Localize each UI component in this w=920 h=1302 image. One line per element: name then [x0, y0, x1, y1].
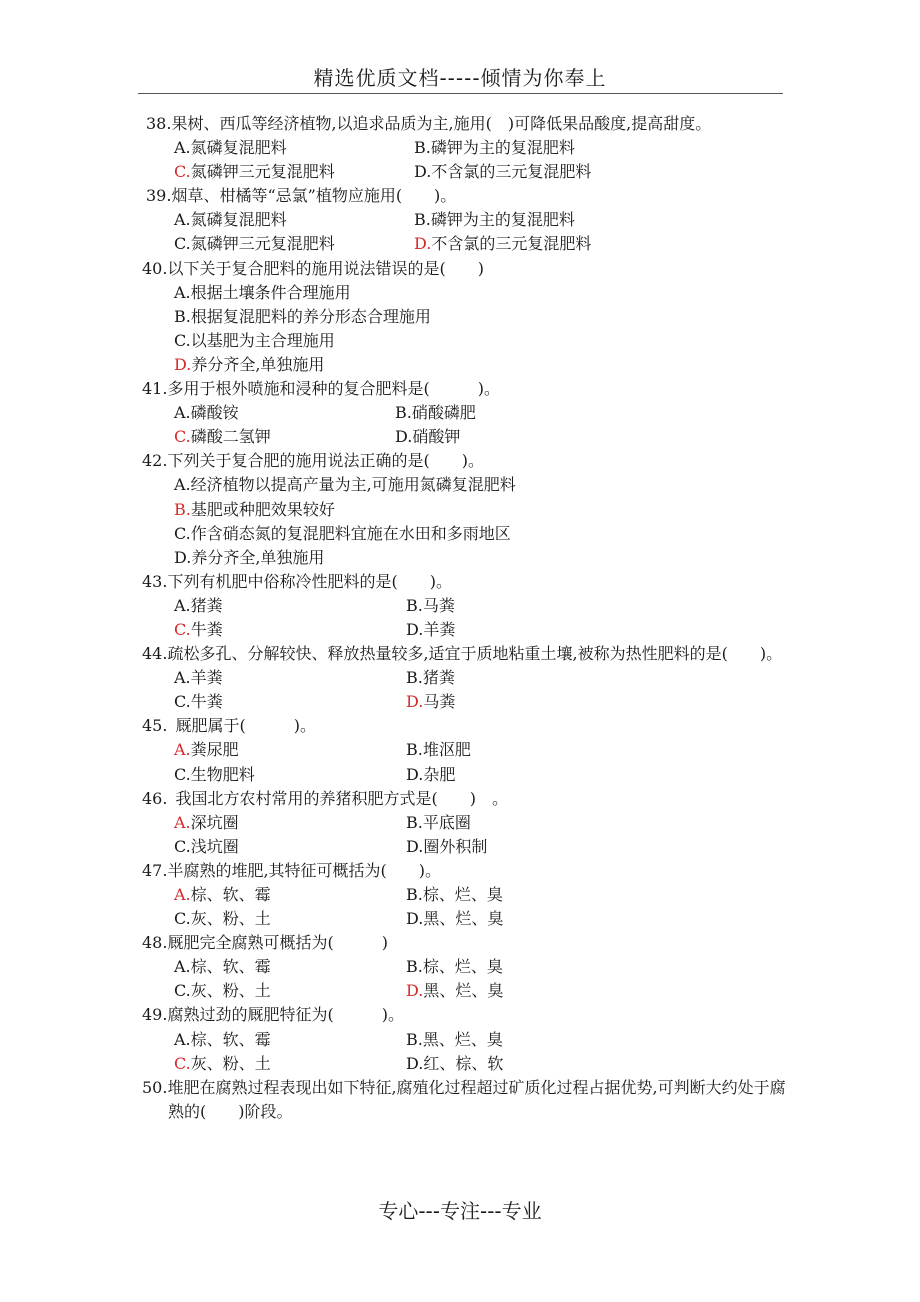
option-c: C.作含硝态氮的复混肥料宜施在水田和多雨地区	[174, 523, 511, 543]
options-row	[142, 979, 792, 1003]
options-row	[142, 594, 792, 618]
option-a: A.经济植物以提高产量为主,可施用氮磷复混肥料	[174, 475, 516, 495]
option-a: A.深坑圈	[174, 812, 239, 832]
options-row	[142, 955, 792, 979]
option-a: A.羊粪	[174, 668, 223, 688]
option-d: D.不含氯的三元复混肥料	[414, 234, 592, 254]
option-c: C.以基肥为主合理施用	[174, 330, 335, 350]
option-c: C.氮磷钾三元复混肥料	[174, 234, 335, 254]
option-b: B.棕、烂、臭	[406, 957, 503, 977]
answer-marker: A.	[174, 885, 191, 904]
answer-marker: C.	[174, 162, 191, 182]
options-row	[142, 738, 792, 762]
option-d: D.马粪	[406, 692, 456, 712]
option-c: C.灰、粉、土	[174, 1053, 271, 1073]
question-38: 38.果树、西瓜等经济植物,以追求品质为主,施用( )可降低果品酸度,提高甜度。	[146, 114, 712, 133]
option-c: C.浅坑圈	[174, 836, 239, 856]
option-c: C.牛粪	[174, 619, 223, 639]
option-a: A.猪粪	[174, 595, 223, 615]
question-44: 44.疏松多孔、分解较快、释放热量较多,适宜于质地粘重土壤,被称为热性肥料的是( )。	[142, 644, 783, 664]
options-row	[142, 883, 792, 907]
answer-marker: B.	[174, 499, 191, 519]
option-c: C.牛粪	[174, 692, 223, 712]
options-row	[142, 811, 792, 835]
answer-marker: A.	[174, 740, 191, 760]
option-b: B.根据复混肥料的养分形态合理施用	[174, 306, 431, 326]
page-header: 精选优质文档-----倾情为你奉上	[313, 66, 607, 90]
option-a: A.棕、软、霉	[174, 1029, 271, 1049]
option-a: A.棕、软、霉	[174, 885, 271, 904]
option-a: A.氮磷复混肥料	[174, 210, 287, 230]
options-row	[142, 763, 792, 787]
options-row	[142, 666, 792, 690]
answer-marker: D.	[406, 692, 424, 712]
options-row	[142, 160, 792, 184]
question-40: 40.以下关于复合肥料的施用说法错误的是( )	[142, 258, 484, 278]
question-49: 49.腐熟过劲的厩肥特征为( )。	[142, 1005, 404, 1025]
option-d: D.养分齐全,单独施用	[174, 547, 325, 567]
option-a: A.氮磷复混肥料	[174, 138, 287, 158]
page-footer: 专心---专注---专业	[378, 1199, 542, 1223]
question-39: 39.烟草、柑橘等“忌氯”植物应施用( )。	[146, 186, 457, 206]
option-a: A.粪尿肥	[174, 740, 239, 760]
option-b: B.磷钾为主的复混肥料	[414, 138, 575, 158]
option-b: B.堆沤肥	[406, 740, 471, 760]
option-b: B.基肥或种肥效果较好	[174, 499, 335, 519]
option-d: D.红、棕、软	[406, 1053, 504, 1073]
question-50: 50.堆肥在腐熟过程表现出如下特征,腐殖化过程超过矿质化过程占据优势,可判断大约处于腐熟的( )阶段。	[142, 1077, 786, 1121]
option-d: D.不含氯的三元复混肥料	[414, 162, 592, 182]
options-row	[142, 835, 792, 859]
option-b: B.黑、烂、臭	[406, 1029, 503, 1049]
options-row	[142, 618, 792, 642]
option-c: C.灰、粉、土	[174, 909, 271, 929]
options-row	[142, 136, 792, 160]
option-b: B.平底圈	[406, 812, 471, 832]
options-row	[142, 1028, 792, 1052]
option-d: D.羊粪	[406, 619, 456, 639]
answer-marker: D.	[414, 234, 432, 254]
options-row	[142, 690, 792, 714]
option-c: C.灰、粉、土	[174, 981, 271, 1001]
question-43: 43.下列有机肥中俗称冷性肥料的是( )。	[142, 571, 452, 591]
option-d: D.圈外积制	[406, 836, 488, 856]
option-b: B.棕、烂、臭	[406, 885, 503, 904]
options-row	[142, 425, 792, 449]
option-d: D.黑、烂、臭	[406, 981, 504, 1001]
option-d: D.黑、烂、臭	[406, 909, 504, 929]
question-45: 45. 厩肥属于( )。	[142, 716, 316, 736]
answer-marker: D.	[174, 354, 192, 374]
question-47: 47.半腐熟的堆肥,其特征可概括为( )。	[142, 860, 442, 880]
options-row	[142, 208, 792, 232]
options-row	[142, 232, 792, 256]
option-a: A.棕、软、霉	[174, 957, 271, 977]
option-a: A.根据土壤条件合理施用	[174, 282, 351, 302]
option-d: D.杂肥	[406, 764, 456, 784]
question-48: 48.厩肥完全腐熟可概括为( )	[142, 933, 388, 953]
option-a: A.磷酸铵	[174, 403, 239, 423]
question-46: 46. 我国北方农村常用的养猪积肥方式是( ) 。	[142, 788, 508, 808]
question-list	[142, 112, 792, 1124]
header-divider	[138, 93, 783, 94]
question-42: 42.下列关于复合肥的施用说法正确的是( )。	[142, 451, 484, 471]
option-b: B.磷钾为主的复混肥料	[414, 210, 575, 230]
question-41: 41.多用于根外喷施和浸种的复合肥料是( )。	[142, 379, 500, 399]
options-row	[142, 1052, 792, 1076]
option-c: C.磷酸二氢钾	[174, 427, 271, 447]
answer-marker: C.	[174, 1053, 191, 1073]
option-d: D.养分齐全,单独施用	[174, 354, 325, 374]
option-c: C.氮磷钾三元复混肥料	[174, 162, 335, 182]
option-c: C.生物肥料	[174, 764, 255, 784]
options-row	[142, 907, 792, 931]
option-b: B.马粪	[406, 595, 455, 615]
answer-marker: C.	[174, 619, 191, 639]
answer-marker: D.	[406, 981, 424, 1001]
option-b: B.硝酸磷肥	[395, 403, 476, 423]
answer-marker: C.	[174, 427, 191, 447]
answer-marker: A.	[174, 812, 191, 832]
option-b: B.猪粪	[406, 668, 455, 688]
options-row	[142, 401, 792, 425]
option-d: D.硝酸钾	[395, 427, 461, 447]
